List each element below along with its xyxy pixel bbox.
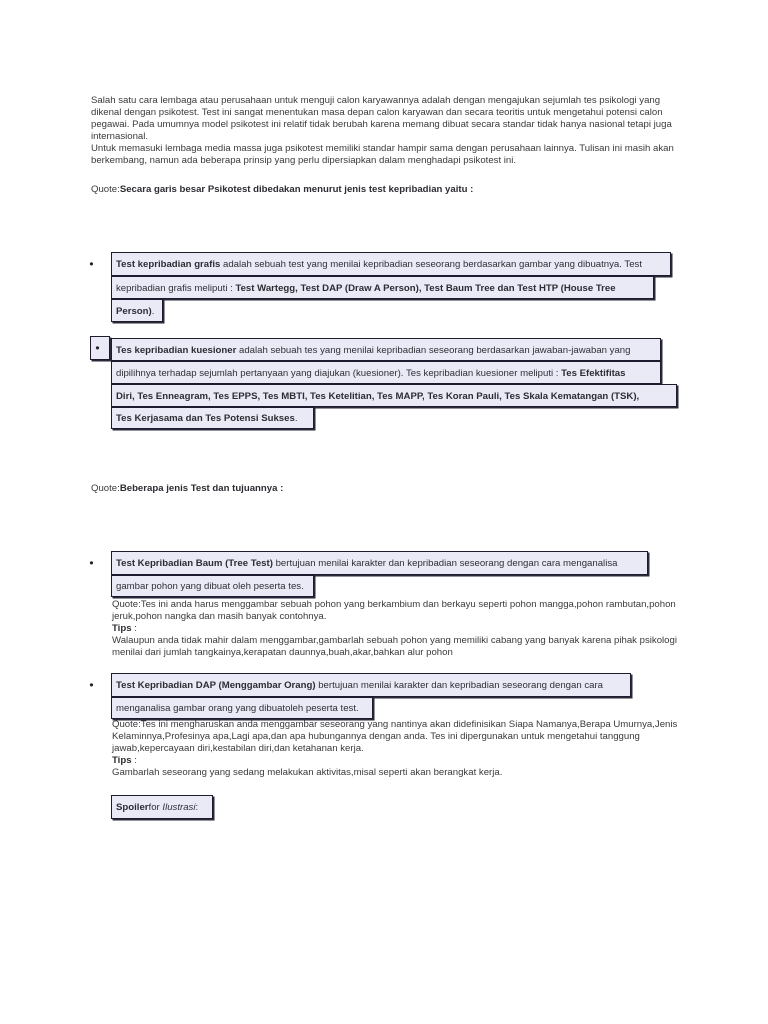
spoiler-colon: : [195,802,199,813]
quote-text: Beberapa jenis Test dan tujuannya : [119,483,284,494]
item3-quote: Quote:Tes ini anda harus menggambar sebuah pohon yang berkambium dan berkayu seperti pohon mangga,pohon rambutan,pohon jeruk,pohon nangka dan masih banyak contohnya. [112,599,676,622]
spoiler-label: Spoiler [116,802,149,813]
highlight-line-item2-1 [111,338,661,361]
highlight-line-item2-3 [111,384,677,407]
item4-tips-heading [112,755,692,767]
tips-colon: : [131,623,137,634]
bullet-icon: • [89,678,94,692]
tips-label: Tips [112,623,132,634]
item2-text-1: adalah sebuah tes yang menilai kepribadian seseorang berdasarkan jawaban-jawaban yang [236,345,631,356]
item1-period: . [151,306,155,317]
quote-prefix: Quote: [91,483,120,494]
item1-test-list: Test Wartegg, Test DAP (Draw A Person), Test Baum Tree dan Test HTP (House Tree [235,283,616,294]
item3-text-2: gambar pohon yang dibuat oleh peserta tes [116,581,302,592]
spoiler-title: Ilustrasi [162,802,196,813]
spoiler-button[interactable] [111,795,213,819]
item4-details [112,719,692,779]
intro-text [91,95,681,167]
intro-paragraph-1: Salah satu cara lembaga atau perusahaan untuk menguji calon karyawannya adalah dengan mengajukan sejumlah tes psikologi yang dikenal dengan psikotest. Test ini sangat menentukan masa depan calon karyawan dan secara teoritis untuk mengetahui potensi calon pegawai. Pada umumnya model psikotest ini relatif tidak berubah karena memang dibuat secara standar tidak hanya nasional tetapi juga internasional. [91,95,672,142]
item4-period: . [356,703,359,714]
bullet-icon: • [95,341,100,355]
quote-heading-2 [91,483,681,495]
item3-tips-heading [112,623,692,635]
item4-text-1: bertujuan menilai karakter dan kepribadian seseorang dengan cara [315,680,604,691]
item2-test-list-start: Tes Efektifitas [561,368,626,379]
bullet-icon: • [89,556,94,570]
highlight-line-item3-1 [111,551,648,575]
tips-label: Tips [112,755,132,766]
item1-text-2: kepribadian grafis meliputi : [116,283,236,294]
item3-tips-text: Walaupun anda tidak mahir dalam menggambar,gambarlah sebuah pohon yang memiliki cabang yang banyak karena pihak psikologi menilai dari jumlah tangkainya,kerapatan daunnya,buah,akar,bahkan alur pohon [112,635,677,658]
quote-heading-1 [91,184,681,196]
highlight-line-item2-2 [111,361,661,384]
bullet-icon: • [89,257,94,271]
item2-text-2: dipilihnya terhadap sejumlah pertanyaan yang diajukan (kuesioner). Tes kepribadian kuesioner meliputi : [116,368,562,379]
item4-quote: Quote:Tes ini mengharuskan anda menggambar seseorang yang nantinya akan didefinisikan Siapa Namanya,Berapa Umurnya,Jenis Kelaminnya,Profesinya apa,Lagi apa,dan apa hubungannya dengan anda. Tes ini dipergunakan untuk mengetahui tanggung jawab,kepercayaan diri,kestabilan diri,dan ketahanan kerja. [112,719,678,754]
highlight-line-item4-2 [111,697,373,719]
quote-prefix: Quote: [91,184,120,195]
highlight-line-item2-4 [111,407,314,429]
highlight-line-item4-1 [111,673,631,697]
quote-text: Secara garis besar Psikotest dibedakan menurut jenis test kepribadian yaitu : [119,184,474,195]
highlight-line-item1-3 [111,299,163,322]
highlight-line-item1-1 [111,252,671,276]
term-tes-kuesioner: Tes kepribadian kuesioner [116,345,237,356]
item2-test-list: Diri, Tes Enneagram, Tes EPPS, Tes MBTI, Tes Ketelitian, Tes MAPP, Tes Koran Pauli, Tes Skala Kematangan (TSK), [116,391,640,402]
item4-text-2: menganalisa gambar orang yang dibuatoleh peserta test [116,703,357,714]
item3-details [112,599,692,659]
intro-paragraph-2: Untuk memasuki lembaga media massa juga psikotest memiliki standar hampir sama dengan perusahaan lainnya. Tulisan ini masih akan berkembang, namun ada beberapa prinsip yang perlu dipersiapkan dalam menghadapi psikotest ini. [91,143,674,166]
item3-text-1: bertujuan menilai karakter dan kepribadian seseorang dengan cara menganalisa [272,558,618,569]
term-test-grafis: Test kepribadian grafis [116,259,221,270]
highlight-line-item3-2 [111,575,314,597]
item2-period: . [294,413,298,424]
item4-tips-text: Gambarlah seseorang yang sedang melakukan aktivitas,misal seperti akan berangkat kerja. [112,767,503,778]
item3-period: . [301,581,304,592]
highlight-line-item1-2 [111,276,654,299]
item1-text-1: adalah sebuah test yang menilai kepribadian seseorang berdasarkan gambar yang dibuatnya. Test [220,259,643,270]
tips-colon: : [131,755,137,766]
term-dap-test: Test Kepribadian DAP (Menggambar Orang) [116,680,316,691]
item2-test-list-end: Tes Kerjasama dan Tes Potensi Sukses [116,413,295,424]
term-baum-test: Test Kepribadian Baum (Tree Test) [116,558,273,569]
spoiler-for: for [148,802,163,813]
item1-test-list-end: Person) [116,306,152,317]
